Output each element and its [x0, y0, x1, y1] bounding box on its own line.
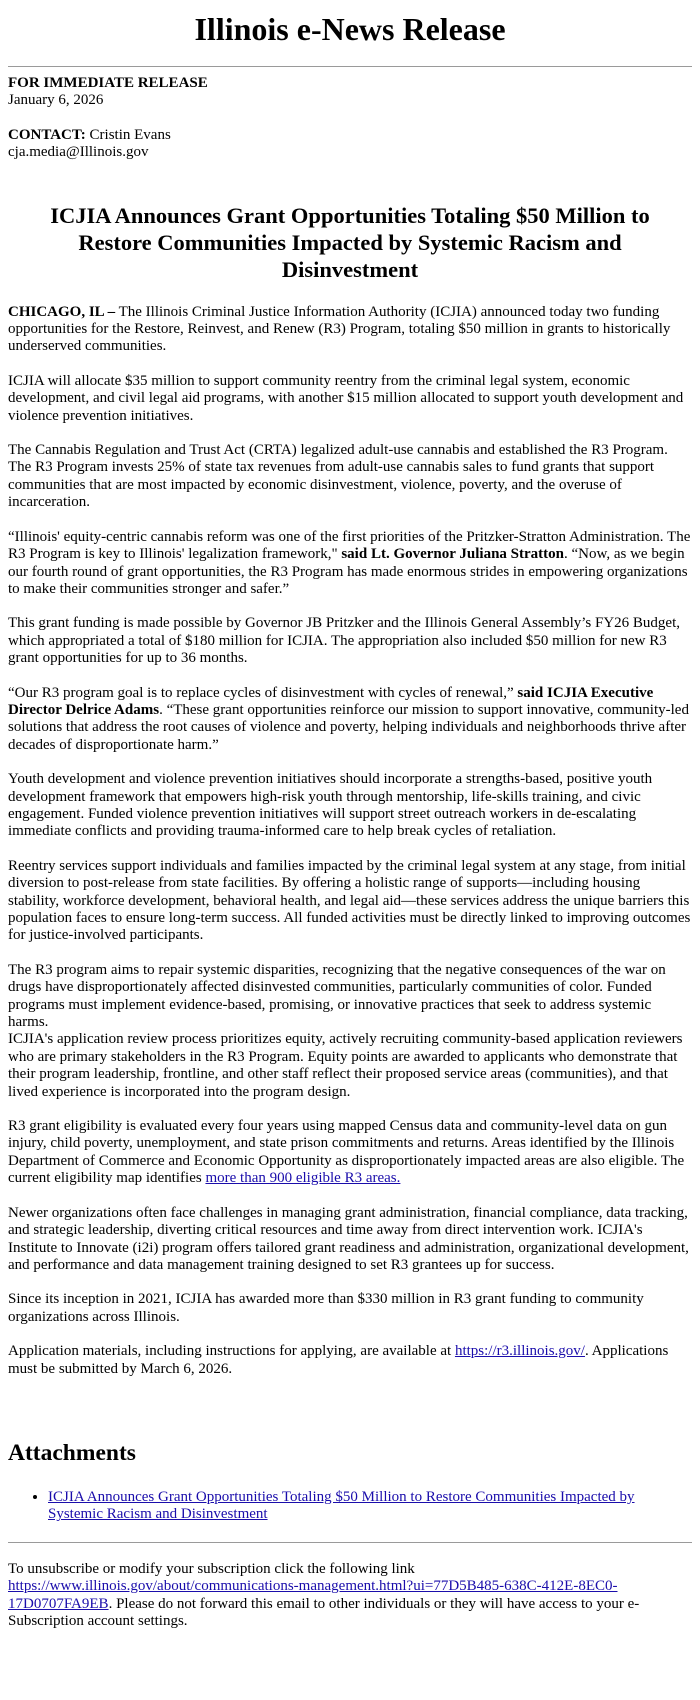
paragraph-stratton-quote [8, 529, 692, 599]
release-label: FOR IMMEDIATE RELEASE [8, 75, 208, 91]
footer-text-b: . Please do not forward this email to other individuals or they will have access to your e-Subscription account settings. [8, 1595, 640, 1629]
quote-attribution: said Lt. Governor Juliana Stratton [341, 546, 564, 563]
quote-part-b: . “These grant opportunities reinforce our mission to support innovative, community-led solutions that address the root causes of violence and poverty, helping individuals and neighborhoods thrive after decades of disproportionate harm.” [8, 701, 689, 753]
paragraph-history: Since its inception in 2021, ICJIA has awarded more than $330 million in R3 grant funding to community organizations across Illinois. [8, 1291, 644, 1325]
release-date: January 6, 2026 [8, 92, 104, 109]
banner-title: Illinois e-News Release [194, 11, 506, 47]
eligible-areas-link[interactable]: more than 900 eligible R3 areas. [205, 1170, 401, 1187]
contact-name: Cristin Evans [85, 126, 171, 143]
paragraph-crta: The Cannabis Regulation and Trust Act (CRTA) legalized adult-use cannabis and established the R3 Program. The R3 Program invests 25% of state tax revenues from adult-use cannabis sales to fund grants that support communities that are most impacted by economic disinvestment, violence, poverty, and the overuse of incarceration. [8, 442, 668, 511]
quote-part-a: “Our R3 program goal is to replace cycles of disinvestment with cycles of renewal,” [8, 684, 518, 701]
application-text-b: . Applications must be submitted by March 6, 2026. [8, 1343, 669, 1377]
quote-part-b: . “Now, as we begin our fourth round of grant opportunities, the R3 Program has made enormous strides in empowering organizations to make their communities stronger and safer.” [8, 546, 688, 597]
press-release-headline: ICJIA Announces Grant Opportunities Totaling $50 Million to Restore Communities Impacted by Systemic Racism and Disinvestment [50, 202, 650, 282]
attachment-item [48, 1489, 692, 1524]
paragraph-adams-quote [8, 685, 692, 755]
paragraph-intro [8, 304, 692, 356]
attachments-heading: Attachments [8, 1439, 136, 1466]
unsubscribe-link[interactable]: https://www.illinois.gov/about/communications-management.html?ui=77D5B485-638C-412E-8EC0-17D0707FA9EB [8, 1578, 618, 1612]
application-text-a: Application materials, including instructions for applying, are available at [8, 1343, 455, 1360]
paragraph-allocation: ICJIA will allocate $35 million to support community reentry from the criminal legal system, economic development, and civil legal aid programs, with another $15 million allocated to support youth development and violence prevention initiatives. [8, 372, 684, 424]
paragraph-reentry: Reentry services support individuals and families impacted by the criminal legal system at any stage, from initial diversion to post-release from state facilities. By offering a holistic range of supports—including housing stability, workforce development, behavioral health, and legal aid—these services address the unique barriers this population faces to ensure long-term success. All funded activities must be directly linked to improving outcomes for justice-involved participants. [8, 857, 691, 944]
attachment-link[interactable]: ICJIA Announces Grant Opportunities Totaling $50 Million to Restore Communities Impacted by Systemic Racism and Disinvestment [48, 1488, 635, 1523]
quote-attribution: said ICJIA Executive Director Delrice Adams [8, 684, 654, 718]
r3-website-link[interactable]: https://r3.illinois.gov/ [454, 1343, 585, 1360]
paragraph-disparities: The R3 program aims to repair systemic disparities, recognizing that the negative consequences of the war on drugs have disproportionately affected disinvested communities, particularly communities of color. Funded programs must implement evidence-based, promising, or innovative practices that seek to address systemic harms. [8, 961, 666, 1031]
dateline: CHICAGO, IL – [8, 303, 116, 320]
paragraph-funding: This grant funding is made possible by Governor JB Pritzker and the Illinois General Assembly’s FY26 Budget, which appropriated a total of $180 million for ICJIA. The appropriation also included $50 million for new R3 grant opportunities for up to 36 months. [8, 615, 680, 667]
paragraph-i2i: Newer organizations often face challenges in managing grant administration, financial compliance, data tracking, and strategic leadership, diverting critical resources and time away from direct intervention work. ICJIA's Institute to Innovate (i2i) program offers tailored grant readiness and administration, organizational development, and performance and data management training designed to set R3 grantees up for success. [8, 1204, 689, 1273]
unsubscribe-footer [8, 1561, 692, 1631]
paragraph-youth-development: Youth development and violence prevention initiatives should incorporate a strengths-based, positive youth development framework that empowers high-risk youth through mentorship, life-skills training, and civic engagement. Funded violence prevention initiatives will support street outreach workers in de-escalating immediate conflicts and providing trauma-informed care to help break cycles of retaliation. [8, 771, 653, 840]
contact-line [8, 127, 692, 144]
paragraph-application [8, 1343, 692, 1378]
release-meta [8, 75, 692, 162]
paragraph-intro-text: The Illinois Criminal Justice Information Authority (ICJIA) announced today two funding opportunities for the Restore, Reinvest, and Renew (R3) Program, totaling $50 million in grants to historically underserved communities. [8, 303, 671, 355]
footer-divider [8, 1542, 692, 1543]
paragraph-equity-review: ICJIA's application review process prioritizes equity, actively recruiting community-based application reviewers who are primary stakeholders in the R3 Program. Equity points are awarded to applicants who demonstrate that their program leadership, frontline, and other staff reflect their proposed service areas (communities), and that lived experience is incorporated into the program design. [8, 1031, 683, 1100]
quote-part-a: “Illinois' equity-centric cannabis reform was one of the first priorities of the Pritzker-Stratton Administration. The R3 Program is key to Illinois' legalization framework," [8, 528, 691, 563]
paragraph-eligibility [8, 1118, 692, 1188]
banner-divider [8, 66, 692, 67]
eligibility-text: R3 grant eligibility is evaluated every four years using mapped Census data and community-level data on gun injury, child poverty, unemployment, and state prison commitments and returns. Areas identified by the Illinois Department of Commerce and Economic Opportunity as disproportionately impacted areas are also eligible. The current eligibility map identifies [8, 1118, 685, 1187]
footer-text-a: To unsubscribe or modify your subscription click the following link [8, 1560, 415, 1577]
contact-email: cja.media@Illinois.gov [8, 144, 149, 161]
attachments-list [8, 1489, 692, 1524]
contact-label: CONTACT: [8, 126, 86, 143]
